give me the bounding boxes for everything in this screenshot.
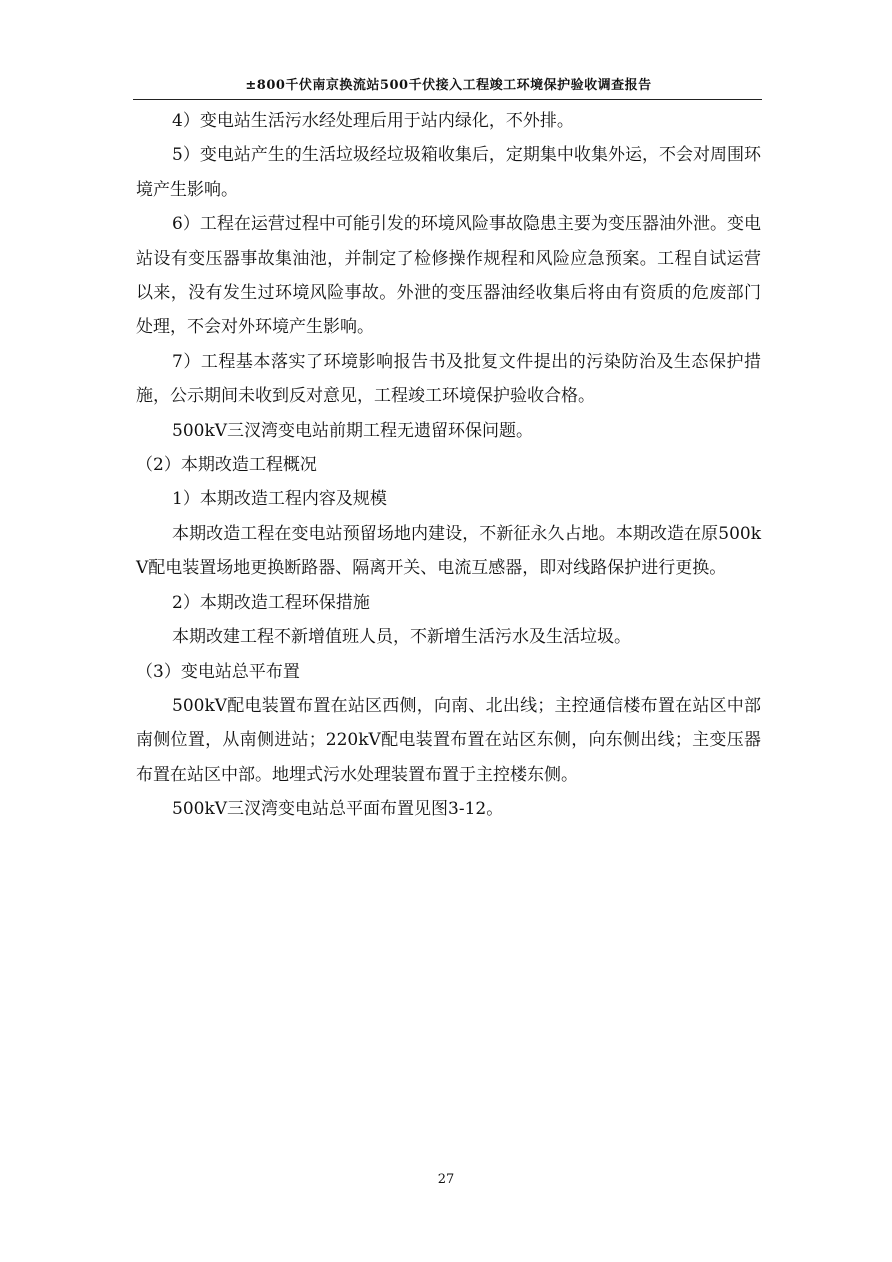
paragraph-layout: 500kV配电装置布置在站区西侧，向南、北出线；主控通信楼布置在站区中部南侧位置，从南侧进站；220kV配电装置布置在站区东侧，向东侧出线；主变压器布置在站区中部。地埋式污水处理装置布置于主控楼东侧。: [136, 695, 761, 785]
header-rule: [133, 99, 762, 100]
running-header: ±800千伏南京换流站500千伏接入工程竣工环境保护验收调查报告: [245, 78, 652, 93]
paragraph-item-7: 7）工程基本落实了环境影响报告书及批复文件提出的污染防治及生态保护措施，公示期间未收到反对意见，工程竣工环境保护验收合格。: [136, 351, 761, 407]
page-number: 27: [437, 1172, 455, 1187]
body-text: [136, 104, 761, 827]
paragraph-item-4: 4）变电站生活污水经处理后用于站内绿化，不外排。: [172, 111, 574, 131]
paragraph-measures: 本期改建工程不新增值班人员，不新增生活污水及生活垃圾。: [172, 627, 631, 648]
subheading-1: 1）本期改造工程内容及规模: [172, 489, 387, 510]
subheading-2: 2）本期改造工程环保措施: [172, 592, 370, 613]
paragraph-scope: 本期改造工程在变电站预留场地内建设，不新征永久占地。本期改造在原500kV配电装置场地更换断路器、隔离开关、电流互感器，即对线路保护进行更换。: [136, 523, 761, 579]
paragraph-figure-reference: 500kV三汊湾变电站总平面布置见图3-12。: [172, 799, 504, 820]
paragraph-item-5: 5）变电站产生的生活垃圾经垃圾箱收集后，定期集中收集外运，不会对周围环境产生影响。: [136, 145, 761, 200]
paragraph-item-6: 6）工程在运营过程中可能引发的环境风险事故隐患主要为变压器油外泄。变电站设有变压器事故集油池，并制定了检修操作规程和风险应急预案。工程自试运营以来，没有发生过环境风险事故。外泄的变压器油经收集后将由有资质的危废部门处理，不会对外环境产生影响。: [136, 214, 761, 338]
section-heading-3: （3）变电站总平布置: [136, 661, 300, 682]
section-heading-2: （2）本期改造工程概况: [136, 455, 317, 476]
paragraph-previous-issues: 500kV三汊湾变电站前期工程无遗留环保问题。: [172, 420, 534, 441]
